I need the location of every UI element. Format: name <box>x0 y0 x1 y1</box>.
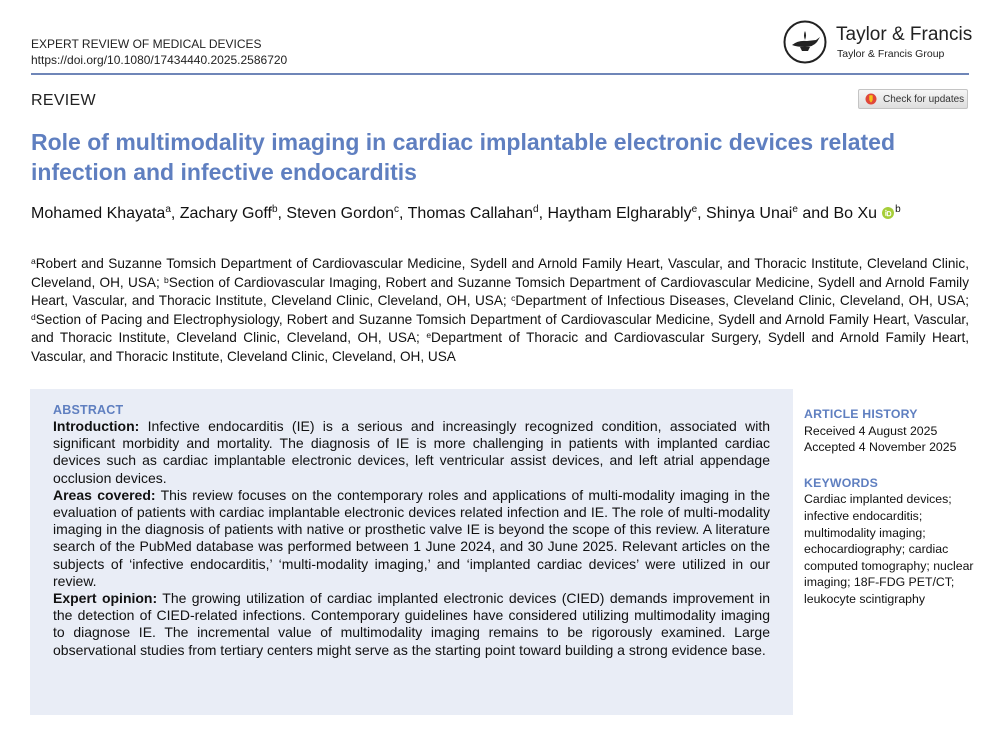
abstract-section-label: Areas covered: <box>53 486 156 503</box>
article-title: Role of multimodality imaging in cardiac implantable electronic devices related infection and infective endocarditis <box>31 129 896 185</box>
affiliation-marker: d <box>31 311 36 322</box>
accepted-date: Accepted 4 November 2025 <box>804 440 957 455</box>
abstract-box <box>30 389 793 715</box>
publisher-group: Taylor & Francis Group <box>837 48 945 60</box>
author-name[interactable]: Shinya Unai <box>706 205 793 222</box>
author-name[interactable]: Zachary Goff <box>179 205 272 222</box>
check-for-updates-label: Check for updates <box>883 94 965 105</box>
author-name[interactable]: Mohamed Khayata <box>31 205 166 222</box>
author-name[interactable]: Haytham Elgharably <box>547 205 692 222</box>
publisher-name: Taylor & Francis <box>836 24 973 45</box>
journal-name: EXPERT REVIEW OF MEDICAL DEVICES <box>31 37 262 51</box>
author-affiliation-marker[interactable]: e <box>792 204 798 215</box>
author-affiliation-marker[interactable]: b <box>895 204 901 215</box>
journal-header <box>31 36 287 68</box>
keywords-list: Cardiac implanted devices; infective endocarditis; multimodality imaging; echocardiography; cardiac computed tomography; nuclear imaging; 18F-FDG PET/CT; leukocyte scintigraphy <box>804 492 974 606</box>
doi-link[interactable]: https://doi.org/10.1080/17434440.2025.2586720 <box>31 53 288 67</box>
received-date: Received 4 August 2025 <box>804 423 938 438</box>
affiliation-text: Department of Infectious Diseases, Cleveland Clinic, Cleveland, OH, USA; <box>515 293 969 308</box>
abstract-section-text: The growing utilization of cardiac implanted electronic devices (CIED) demands improvement in the detection of CIED-related infections. Contemporary guidelines have considered utilizing multimodality imaging to diagnose IE. The incremental value of multimodality imaging remains to be rigorously examined. Large observational studies from tertiary centers might serve as the starting point toward building a strong evidence base. <box>53 590 770 658</box>
abstract-expert-opinion <box>53 590 770 659</box>
affiliation-marker: a <box>31 256 36 266</box>
abstract-section-text: This review focuses on the contemporary roles and applications of multi-modality imaging in the evaluation of patients with cardiac implantable electronic devices related infection and IE. The role of multi-modality imaging in the diagnosis of patients with native or prosthetic valve IE is beyond the scope of this review. A literature search of the PubMed database was performed between 1 June 2024, and 30 June 2025. Relevant articles on the subjects of ‘infective endocarditis,’ ‘multi-modality imaging,’ and ‘implanted cardiac devices’ were utilized in our review. <box>53 486 770 589</box>
article-type: REVIEW <box>31 92 96 109</box>
abstract-introduction <box>53 418 770 487</box>
affiliation-marker: b <box>164 274 169 285</box>
publisher-brand <box>783 20 983 70</box>
author-affiliation-marker[interactable]: c <box>394 204 400 215</box>
affiliation-text: Robert and Suzanne Tomsich Department of Cardiovascular Medicine, Sydell and Arnold Family Heart, Vascular, and Thoracic Institute, Cleveland Clinic, Cleveland, OH, USA; <box>31 256 969 290</box>
crossmark-icon <box>865 93 877 105</box>
author-separator: , <box>538 205 548 222</box>
article-history-heading: ARTICLE HISTORY <box>804 407 918 421</box>
affiliation-text: Department of Thoracic and Cardiovascular Surgery, Sydell and Arnold Family Heart, Vascular, and Thoracic Institute, Cleveland Clinic, Cleveland, OH, USA <box>31 330 969 364</box>
header-divider <box>31 73 969 75</box>
abstract-heading: ABSTRACT <box>53 403 124 417</box>
affiliation-marker: e <box>426 330 432 340</box>
abstract-section-text: Infective endocarditis (IE) is a serious and increasingly recognized condition, associated with significant morbidity and mortality. The diagnosis of IE is more challenging in patients with implanted cardiac devices such as cardiac implantable electronic devices, left ventricular assist devices, and left atrial appendage occlusion devices. <box>53 418 770 486</box>
article-sidebar <box>804 406 979 608</box>
author-separator: , <box>277 205 287 222</box>
author-affiliation-marker[interactable]: b <box>271 204 278 215</box>
author-list <box>31 202 976 226</box>
affiliation-marker: c <box>511 293 516 303</box>
orcid-icon[interactable] <box>882 207 894 219</box>
check-for-updates-button[interactable] <box>858 89 968 109</box>
abstract-section-label: Expert opinion: <box>53 590 158 607</box>
affiliation-text: Section of Cardiovascular Imaging, Robert and Suzanne Tomsich Department of Cardiovascular Medicine, Sydell and Arnold Family Heart, Vascular, and Thoracic Institute, Cleveland Clinic, Cleveland, OH, USA; <box>31 274 969 308</box>
author-affiliation-marker[interactable]: d <box>533 204 539 215</box>
abstract-section-label: Introduction: <box>53 418 140 434</box>
author-separator: , <box>697 205 707 222</box>
author-name[interactable]: Steven Gordon <box>286 205 395 222</box>
author-name[interactable]: Thomas Callahan <box>407 205 534 222</box>
affiliations <box>31 255 969 366</box>
keywords-heading: KEYWORDS <box>804 475 879 490</box>
author-affiliation-marker[interactable]: e <box>691 204 698 215</box>
author-name[interactable]: and Bo Xu <box>802 205 878 222</box>
affiliation-text: Section of Pacing and Electrophysiology, Robert and Suzanne Tomsich Department of Cardiovascular Medicine, Sydell and Arnold Family Heart, Vascular, and Thoracic Institute, Cleveland Clinic, Cleveland, OH, USA; <box>31 311 969 345</box>
author-separator: , <box>170 205 180 222</box>
abstract-areas-covered <box>53 487 770 590</box>
author-affiliation-marker[interactable]: a <box>165 204 171 215</box>
author-separator: , <box>399 205 408 222</box>
taylor-francis-lamp-icon <box>783 20 827 64</box>
